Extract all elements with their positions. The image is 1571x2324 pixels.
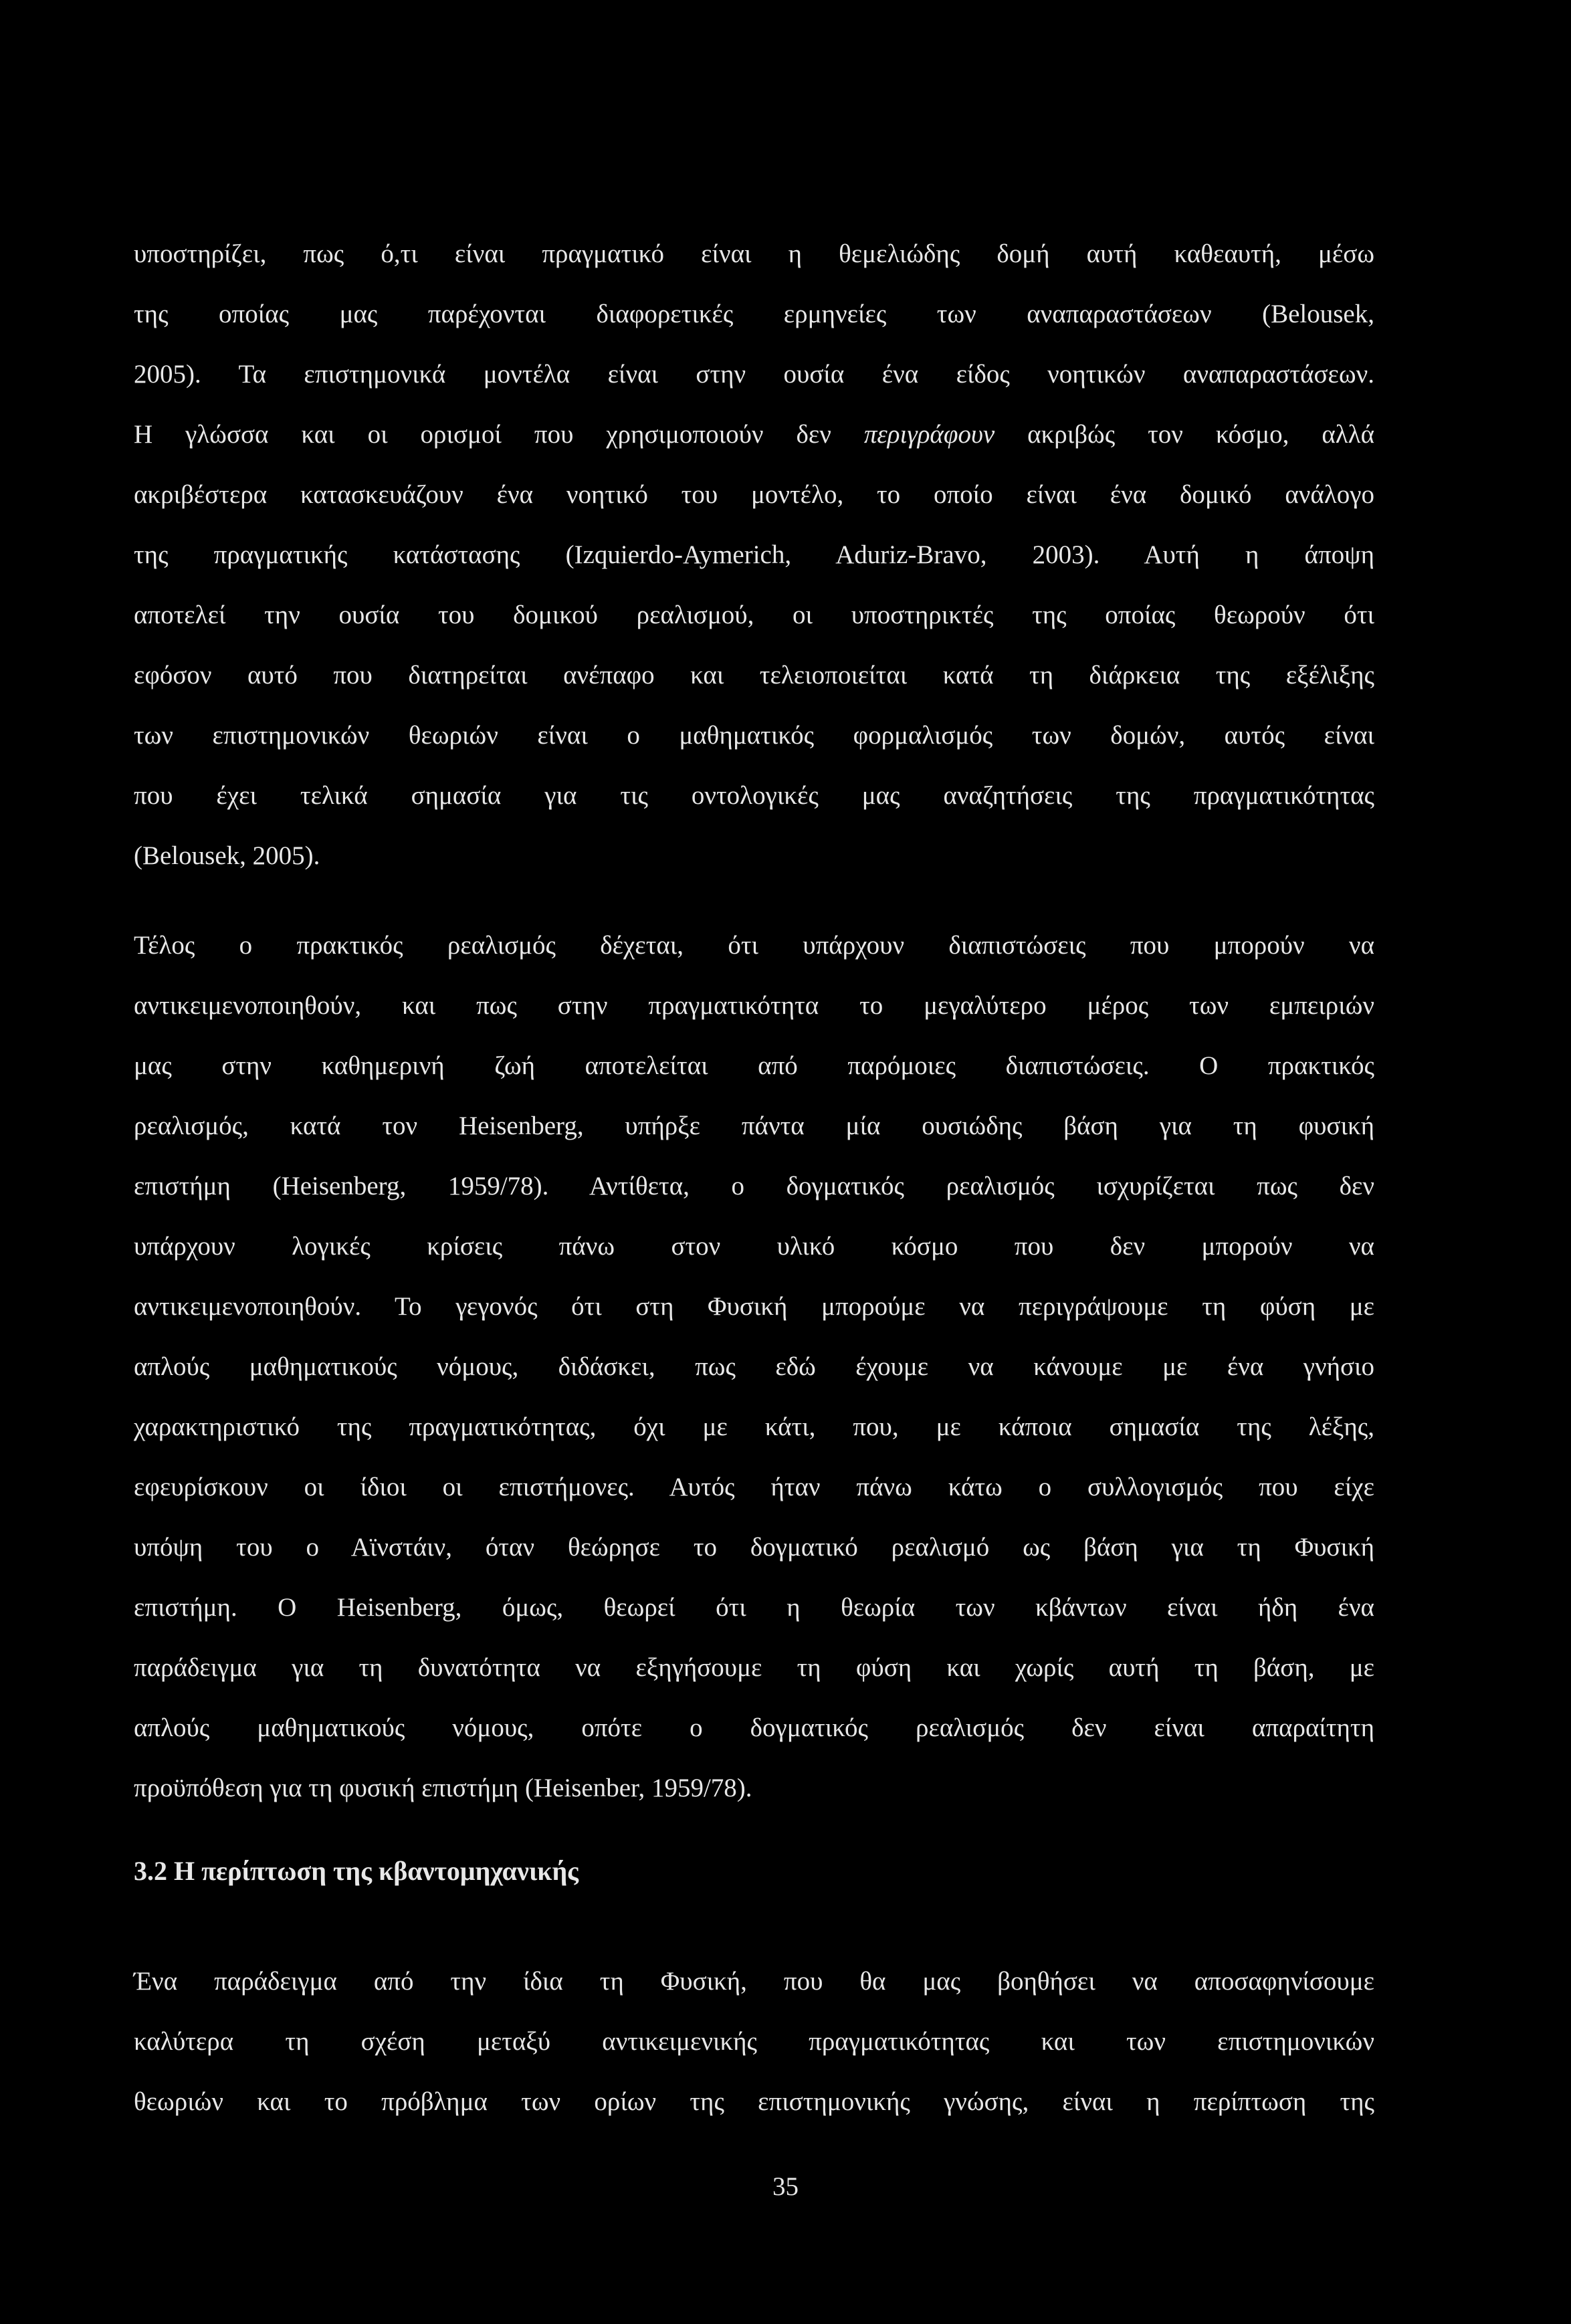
- text-line: θεωριών και το πρόβλημα των ορίων της επιστημονικής γνώσης, είναι η περίπτωση της: [134, 2087, 1374, 2116]
- text-line: αντικειμενοποιηθούν, και πως στην πραγματικότητα το μεγαλύτερο μέρος των εμπειριών: [134, 991, 1374, 1020]
- text-line-with-emphasis: [134, 405, 1374, 465]
- text-line: Ένα παράδειγμα από την ίδια τη Φυσική, που θα μας βοηθήσει να αποσαφηνίσουμε: [134, 1967, 1374, 1996]
- text-line: μας στην καθημερινή ζωή αποτελείται από παρόμοιες διαπιστώσεις. Ο πρακτικός: [134, 1051, 1374, 1080]
- text-line: 2005). Τα επιστημονικά μοντέλα είναι στην ουσία ένα είδος νοητικών αναπαραστάσεων.: [134, 360, 1374, 389]
- text-line: επιστήμη (Heisenberg, 1959/78). Αντίθετα, ο δογματικός ρεαλισμός ισχυρίζεται πως δεν: [134, 1172, 1374, 1200]
- page-number: 35: [772, 2172, 799, 2201]
- text-line: παράδειγμα για τη δυνατότητα να εξηγήσουμε τη φύση και χωρίς αυτή τη βάση, με: [134, 1653, 1374, 1682]
- emphasized-word: περιγράφουν: [863, 420, 995, 449]
- text-line: υπάρχουν λογικές κρίσεις πάνω στον υλικό κόσμο που δεν μπορούν να: [134, 1232, 1374, 1261]
- text-line: απλούς μαθηματικούς νόμους, οπότε ο δογματικός ρεαλισμός δεν είναι απαραίτητη: [134, 1713, 1374, 1742]
- text-line: ρεαλισμός, κατά τον Heisenberg, υπήρξε πάντα μία ουσιώδης βάση για τη φυσική: [134, 1112, 1374, 1140]
- text-line: της πραγματικής κατάστασης (Izquierdo-Aymerich, Aduriz-Bravo, 2003). Αυτή η άποψη: [134, 540, 1374, 569]
- text-segment: Η γλώσσα και οι ορισμοί που χρησιμοποιούν δεν: [134, 420, 864, 449]
- text-line: υποστηρίζει, πως ό,τι είναι πραγματικό είναι η θεμελιώδης δομή αυτή καθεαυτή, μέσω: [134, 239, 1374, 268]
- text-line: ακριβέστερα κατασκευάζουν ένα νοητικό του μοντέλο, το οποίο είναι ένα δομικό ανάλογο: [134, 480, 1374, 509]
- text-line: προϋπόθεση για τη φυσική επιστήμη (Heisenber, 1959/78).: [134, 1774, 752, 1802]
- text-line: (Belousek, 2005).: [134, 841, 320, 870]
- text-line: εφόσον αυτό που διατηρείται ανέπαφο και τελειοποιείται κατά τη διάρκεια της εξέλιξης: [134, 661, 1374, 690]
- paragraph-3: [134, 1951, 1374, 2132]
- text-line: εφευρίσκουν οι ίδιοι οι επιστήμονες. Αυτός ήταν πάνω κάτω ο συλλογισμός που είχε: [134, 1473, 1374, 1501]
- text-line: απλούς μαθηματικούς νόμους, διδάσκει, πως εδώ έχουμε να κάνουμε με ένα γνήσιο: [134, 1352, 1374, 1381]
- text-line: καλύτερα τη σχέση μεταξύ αντικειμενικής πραγματικότητας και των επιστημονικών: [134, 2027, 1374, 2056]
- text-line: χαρακτηριστικό της πραγματικότητας, όχι με κάτι, που, με κάποια σημασία της λέξης,: [134, 1412, 1374, 1441]
- paragraph-2: [134, 916, 1374, 1818]
- paragraph-1: [134, 224, 1374, 886]
- text-line: αντικειμενοποιηθούν. Το γεγονός ότι στη Φυσική μπορούμε να περιγράψουμε τη φύση με: [134, 1292, 1374, 1321]
- text-segment: ακριβώς τον κόσμο, αλλά: [994, 420, 1375, 449]
- section-heading: 3.2 Η περίπτωση της κβαντομηχανικής: [134, 1856, 579, 1886]
- text-line: αποτελεί την ουσία του δομικού ρεαλισμού, οι υποστηρικτές της οποίας θεωρούν ότι: [134, 601, 1374, 629]
- text-line: επιστήμη. Ο Heisenberg, όμως, θεωρεί ότι η θεωρία των κβάντων είναι ήδη ένα: [134, 1593, 1374, 1622]
- text-line: που έχει τελικά σημασία για τις οντολογικές μας αναζητήσεις της πραγματικότητας: [134, 781, 1374, 810]
- text-line: υπόψη του ο Αϊνστάιν, όταν θεώρησε το δογματικό ρεαλισμό ως βάση για τη Φυσική: [134, 1533, 1374, 1562]
- text-line: των επιστημονικών θεωριών είναι ο μαθηματικός φορμαλισμός των δομών, αυτός είναι: [134, 721, 1374, 750]
- text-line: Τέλος ο πρακτικός ρεαλισμός δέχεται, ότι υπάρχουν διαπιστώσεις που μπορούν να: [134, 931, 1374, 960]
- text-line: της οποίας μας παρέχονται διαφορετικές ερμηνείες των αναπαραστάσεων (Belousek,: [134, 300, 1374, 328]
